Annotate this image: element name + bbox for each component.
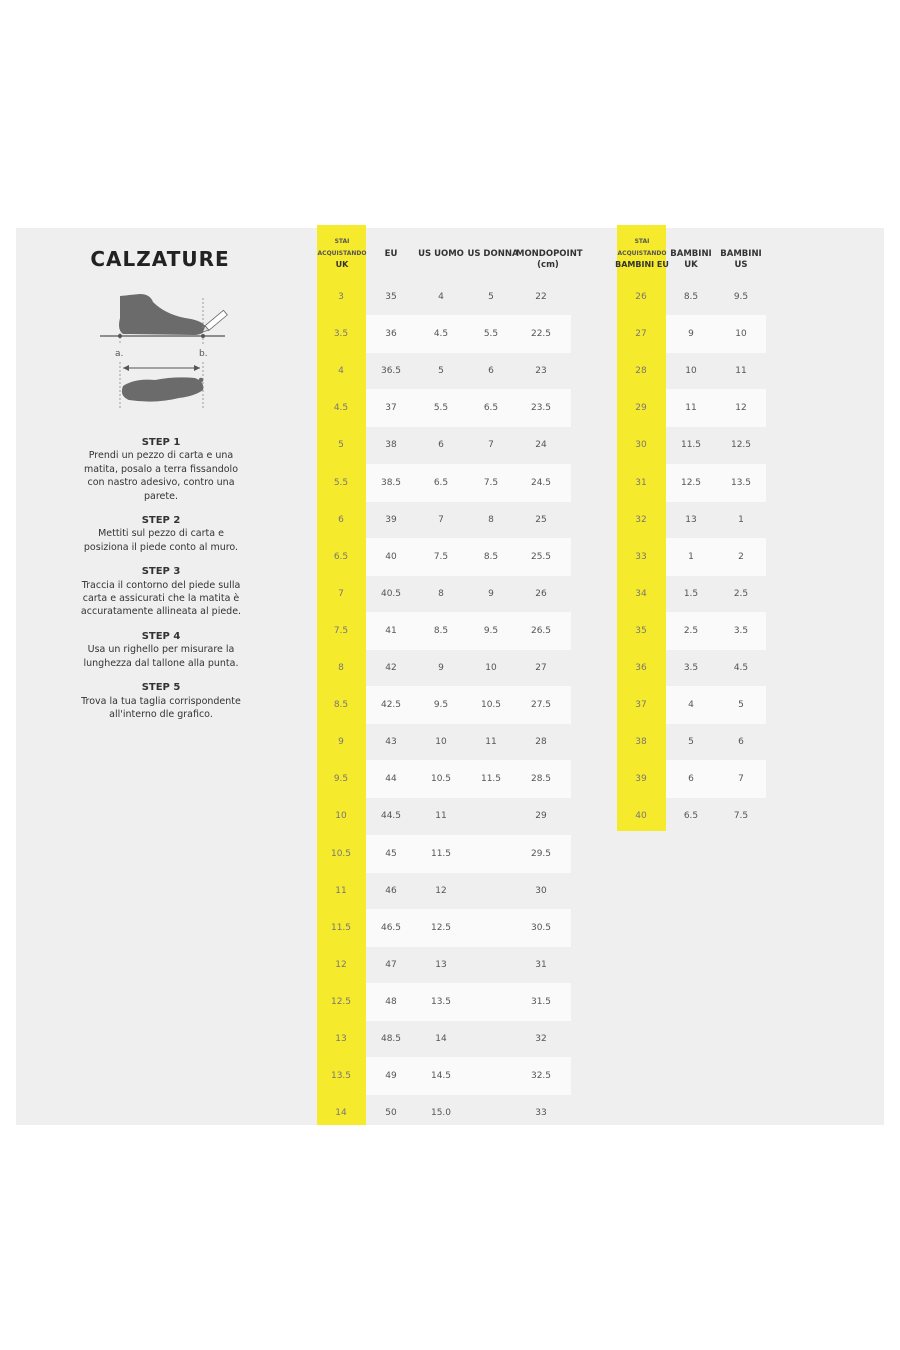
step-3 [72,565,250,619]
kids-cell: 5 [738,700,744,711]
kids-cell: 36 [635,663,647,673]
step-5 [72,681,250,721]
kids-cell: 39 [635,774,647,785]
label-a: a. [115,349,124,359]
kids-cell: 10 [735,329,747,340]
foot-measure-illustration [95,288,235,418]
kids-cell: 4 [688,700,694,711]
adult-cell: 6 [438,440,444,451]
adult-cell [466,1106,516,1120]
adult-cell: 11 [485,737,497,748]
adult-cell: 4 [338,366,344,377]
step-text-line: Trova la tua taglia corrispondente [81,695,241,707]
foot-top-icon [122,377,203,401]
adult-cell: 23 [535,366,547,377]
adult-cell: 15.0 [430,1108,452,1119]
adult-cell: 24.5 [530,477,552,488]
adult-cell: 9 [338,737,344,748]
uk-highlight-column [317,225,366,1125]
adult-cell: 26 [535,588,547,599]
kids-cell: 9.5 [733,292,749,302]
adult-cell: 27.5 [530,700,552,711]
pencil-icon [200,310,227,334]
adult-cell: 9 [488,588,494,599]
kids-cell: 4.5 [733,663,749,673]
kids-cell: 1.5 [683,588,699,599]
step-text-line: Traccia il contorno del piede sulla [81,579,241,591]
adult-cell: 31.5 [530,996,552,1007]
adult-cell: 8 [488,514,494,525]
adult-cell [466,921,516,935]
adult-cell: 48 [385,996,397,1007]
adult-cell: 8 [338,663,344,673]
adult-cell: 32 [535,1034,547,1044]
adult-cell: 13 [435,959,447,970]
step-title: STEP 4 [141,630,181,642]
adult-cell: 8.5 [483,551,499,562]
adult-cell: 25 [535,514,547,525]
adult-cell: 5.5 [333,477,349,488]
adult-cell: 45 [385,848,397,859]
adult-cell: 38.5 [380,477,402,488]
adult-cell: 25.5 [530,551,552,562]
adult-cell: 3.5 [333,329,349,340]
adult-cell: 9.5 [333,774,349,785]
kids-cell: 12 [735,403,747,414]
step-1 [72,436,250,503]
kids-cell: 34 [635,588,647,599]
adult-cell: 13 [335,1034,347,1044]
adult-cell: 40.5 [380,588,402,599]
header-line: STAI [634,238,650,245]
adult-cell: 28 [535,737,547,748]
header-line: US [734,260,748,270]
kids-cell: 11 [735,366,747,377]
adult-cell: 10 [435,737,447,748]
step-4 [72,630,250,670]
adult-cell: 13.5 [430,996,452,1007]
adult-cell: 7.5 [483,477,499,488]
header-line: ACQUISTANDO [617,249,667,257]
adult-cell: 5 [338,440,344,451]
kids-cell: 8.5 [683,292,699,302]
step-text-line: lunghezza dal tallone alla punta. [83,657,239,669]
adult-cell: 3 [338,292,344,302]
step-title: STEP 1 [141,437,181,448]
kids-cell: 3.5 [733,625,749,636]
adult-cell: 5.5 [433,403,449,414]
adult-cell: 50 [385,1108,397,1119]
header-mondopoint [516,249,583,271]
adult-cell: 37 [385,403,397,414]
kids-cell: 2 [738,551,744,562]
adult-cell: 36.5 [380,366,402,377]
header-eu: EU [384,249,398,259]
header-line: STAI [334,238,350,245]
adult-cell: 46.5 [380,922,402,933]
adult-cell: 7 [488,440,494,451]
foot-side-icon [119,294,205,335]
adult-cell: 22 [535,292,547,302]
header-line: UK [335,260,349,269]
adult-cell: 4.5 [333,403,349,414]
kids-cell: 11 [685,403,697,414]
adult-cell: 12.5 [430,922,452,933]
adult-cell: 42.5 [380,700,402,711]
kids-cell: 37 [635,700,647,711]
kids-cell: 6.5 [683,811,699,822]
kids-cell: 7 [738,774,744,785]
step-title: STEP 3 [141,566,181,578]
adult-cell: 41 [385,625,397,636]
adult-cell: 44.5 [380,811,402,822]
adult-cell: 31 [535,959,547,970]
adult-cell: 8 [438,588,444,599]
adult-cell [466,1032,516,1046]
kids-cell: 40 [635,811,647,822]
adult-cell: 30.5 [530,922,552,933]
step-text-line: all'interno dle grafico. [109,708,213,720]
adult-cell: 11.5 [430,848,452,859]
adult-cell: 48.5 [380,1034,402,1044]
adult-cell: 13.5 [330,1071,352,1082]
instructions [72,436,250,732]
kids-cell: 35 [635,625,647,636]
header-line: MONDOPOINT [516,249,583,259]
step-text-line: Prendi un pezzo di carta e una [88,450,234,462]
adult-cell: 23.5 [530,403,552,414]
adult-cell [466,958,516,972]
adult-cell: 44 [385,774,397,785]
adult-cell: 11 [435,811,447,822]
step-2 [72,514,250,554]
kids-cell: 29 [635,403,647,414]
adult-cell: 11 [335,885,347,896]
kids-cell: 13.5 [730,477,752,488]
adult-cell: 9.5 [483,625,499,636]
adult-cell: 8.5 [333,700,349,711]
step-text-line: posiziona il piede conto al muro. [83,541,239,553]
kids-cell: 1 [688,551,694,562]
kids-cell: 12.5 [730,440,752,451]
kids-cell: 32 [635,514,647,525]
adult-cell: 38 [385,440,397,451]
adult-cell: 35 [385,292,397,302]
adult-cell [466,847,516,861]
adult-cell: 29.5 [530,848,552,859]
adult-cell: 9.5 [433,700,449,711]
step-title: STEP 5 [141,682,181,694]
kids-cell: 3.5 [683,663,699,673]
adult-cell: 42 [385,663,397,673]
header-line: UK [684,260,698,270]
adult-cell [466,995,516,1009]
adult-cell [466,809,516,823]
adult-cell: 6 [338,514,344,525]
adult-cell: 40 [385,551,397,562]
adult-cell: 6.5 [483,403,499,414]
adult-cell: 9 [438,663,444,673]
step-text-line: accuratamente allineata al piede. [80,606,242,618]
step-text-line: con nastro adesivo, contro una [87,477,235,489]
adult-cell [466,1069,516,1083]
kids-cell: 6 [738,737,744,748]
adult-cell: 32.5 [530,1071,552,1082]
kids-cell: 2.5 [733,588,749,599]
header-uk [312,236,372,271]
adult-cell: 12 [435,885,447,896]
step-text-line: Mettiti sul pezzo di carta e [98,528,224,540]
header-line: BAMBINI [720,249,762,259]
adult-cell: 12.5 [330,996,352,1007]
step-text-line: matita, posalo a terra fissandolo [83,463,239,475]
kids-cell: 26 [635,292,647,302]
adult-cell: 46 [385,885,397,896]
step-text-line: Usa un righello per misurare la [87,644,235,656]
adult-cell: 27 [535,663,547,673]
adult-cell: 5 [438,366,444,377]
adult-cell: 7 [338,588,344,599]
adult-cell: 29 [535,811,547,822]
header-kids-us [716,249,766,271]
header-us-uomo: US UOMO [418,249,464,259]
header-us-donna: US DONNA [467,249,519,259]
adult-cell [466,884,516,898]
adult-cell: 10.5 [330,848,352,859]
header-line: (cm) [537,260,559,270]
adult-cell: 28.5 [530,774,552,785]
kids-cell: 11.5 [680,440,702,451]
kids-cell: 31 [635,477,647,488]
kids-cell: 12.5 [680,477,702,488]
adult-cell: 10 [485,663,497,673]
kids-cell: 5 [688,737,694,748]
adult-cell: 49 [385,1071,397,1082]
adult-cell: 33 [535,1108,547,1119]
page-title: CALZATURE [90,247,230,271]
kids-cell: 10 [685,366,697,377]
adult-cell: 7.5 [333,625,349,636]
adult-cell: 6.5 [433,477,449,488]
adult-cell: 11.5 [480,774,502,785]
kids-cell: 1 [738,514,744,525]
header-line: BAMBINI EU [615,260,669,269]
adult-cell: 5.5 [483,329,499,340]
adult-cell: 6.5 [333,551,349,562]
kids-cell: 30 [635,440,647,451]
adult-cell: 43 [385,737,397,748]
header-kids-eu [612,236,672,271]
adult-cell: 4.5 [433,329,449,340]
header-line: BAMBINI [670,249,712,259]
adult-cell: 12 [335,959,347,970]
adult-cell: 11.5 [330,922,352,933]
adult-cell: 6 [488,366,494,377]
adult-cell: 22.5 [530,329,552,340]
adult-cell: 8.5 [433,625,449,636]
adult-cell: 39 [385,514,397,525]
adult-cell: 26.5 [530,625,552,636]
label-b: b. [199,349,208,359]
adult-cell: 7 [438,514,444,525]
kids-cell: 38 [635,737,647,748]
kids-cell: 6 [688,774,694,785]
header-line: ACQUISTANDO [317,249,367,257]
kids-cell: 2.5 [683,625,699,636]
adult-cell: 10.5 [480,700,502,711]
step-title: STEP 2 [141,515,181,527]
step-text-line: parete. [144,490,178,502]
kids-cell: 33 [635,551,647,562]
adult-cell: 10.5 [430,774,452,785]
adult-cell: 5 [488,292,494,302]
kids-cell: 13 [685,514,697,525]
header-kids-uk [666,249,716,271]
adult-cell: 36 [385,329,397,340]
step-text-line: carta e assicurati che la matita è [82,593,240,605]
adult-cell: 14 [435,1034,447,1044]
adult-cell: 14 [335,1108,347,1119]
kids-cell: 7.5 [733,811,749,822]
adult-cell: 14.5 [430,1071,452,1082]
adult-cell: 4 [438,292,444,302]
kids-cell: 9 [688,329,694,340]
adult-cell: 7.5 [433,551,449,562]
adult-cell: 30 [535,885,547,896]
adult-cell: 47 [385,959,397,970]
adult-cell: 24 [535,440,547,451]
kids-cell: 27 [635,329,647,340]
kids-cell: 28 [635,366,647,377]
adult-cell: 10 [335,811,347,822]
